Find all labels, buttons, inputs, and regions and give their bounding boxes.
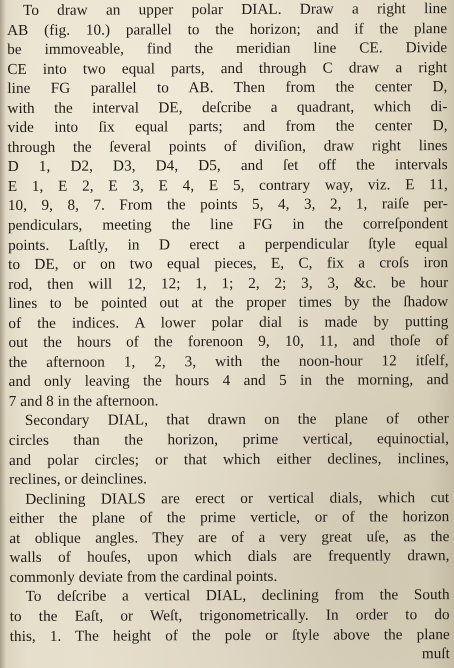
text-line: Secondary DIAL, that drawn on the plane of other	[24, 410, 449, 430]
gutter-shadow	[0, 0, 6, 668]
text-line: either the plane of the prime verticle, or of the horizon	[9, 508, 450, 528]
text-line: of the indices. A lower polar dial is made by putting	[8, 312, 449, 332]
text-line: to DE, or on two equal pieces, E, C, fix a croſs iron	[8, 254, 449, 274]
text-line: 7 and 8 in the afternoon.	[8, 392, 159, 410]
text-line: with the interval DE, deſcribe a quadrant, which di-	[7, 97, 448, 117]
text-line: 10, 9, 8, 7. From the points 5, 4, 3, 2, 1, raiſe per-	[7, 195, 448, 215]
text-line: vide into ſix equal parts; and from the center D,	[7, 117, 448, 137]
catchword: muſt	[421, 645, 450, 663]
text-line: To draw an upper polar DIAL. Draw a right line	[23, 0, 448, 19]
text-line: lines to be pointed out at the proper times by the ſhadow	[8, 293, 449, 313]
text-line: Declining DIALS are erect or vertical dials, which cut	[25, 488, 450, 508]
text-line: and polar circles; or that which either declines, inclines,	[8, 449, 450, 469]
text-line: AB (fig. 10.) parallel to the horizon; and if the plane	[7, 19, 448, 39]
text-line: E 1, E 2, E 3, E 4, E 5, contrary way, viz. E 11,	[7, 176, 448, 195]
text-line: line FG parallel to AB. Then from the center D,	[7, 78, 448, 98]
text-line: be immoveable, find the meridian line CE. Divide	[7, 39, 448, 59]
text-line: to the Eaſt, or Weſt, trigonometrically. In order to do	[9, 606, 450, 625]
text-line: the afternoon 1, 2, 3, with the noon-hour 12 itſelf,	[8, 351, 449, 371]
text-line: and only leaving the hours 4 and 5 in the morning, and	[8, 371, 449, 391]
text-line: points. Laſtly, in D erect a perpendicular ſtyle equal	[8, 234, 449, 254]
text-line: this, 1. The height of the pole or ſtyle above the plane	[9, 625, 450, 645]
body-text	[7, 0, 450, 666]
text-line: To deſcribe a vertical DIAL, declining from the South	[25, 586, 450, 606]
text-line: out the hours of the forenoon 9, 10, 11, and thoſe of	[8, 332, 449, 352]
text-line: CE into two equal parts, and through C draw a right	[7, 58, 448, 78]
text-line: rod, then will 12, 12; 1, 1; 2, 2; 3, 3, &c. be hour	[8, 273, 449, 293]
text-line: walls of houſes, upon which dials are frequently drawn,	[9, 547, 450, 567]
text-line: D 1, D2, D3, D4, D5, and ſet off the intervals	[7, 156, 448, 176]
text-line: through the ſeveral points of diviſion, draw right lines	[7, 136, 448, 156]
text-line: circles than the horizon, prime vertical, equinoctial,	[8, 430, 449, 450]
text-line: at oblique angles. They are of a very great uſe, as the	[9, 527, 450, 547]
text-line: pendiculars, meeting the line FG in the correſpondent	[7, 215, 449, 235]
text-line: reclines, or deinclines.	[9, 470, 147, 489]
text-line: commonly deviate from the cardinal points.	[9, 567, 278, 586]
